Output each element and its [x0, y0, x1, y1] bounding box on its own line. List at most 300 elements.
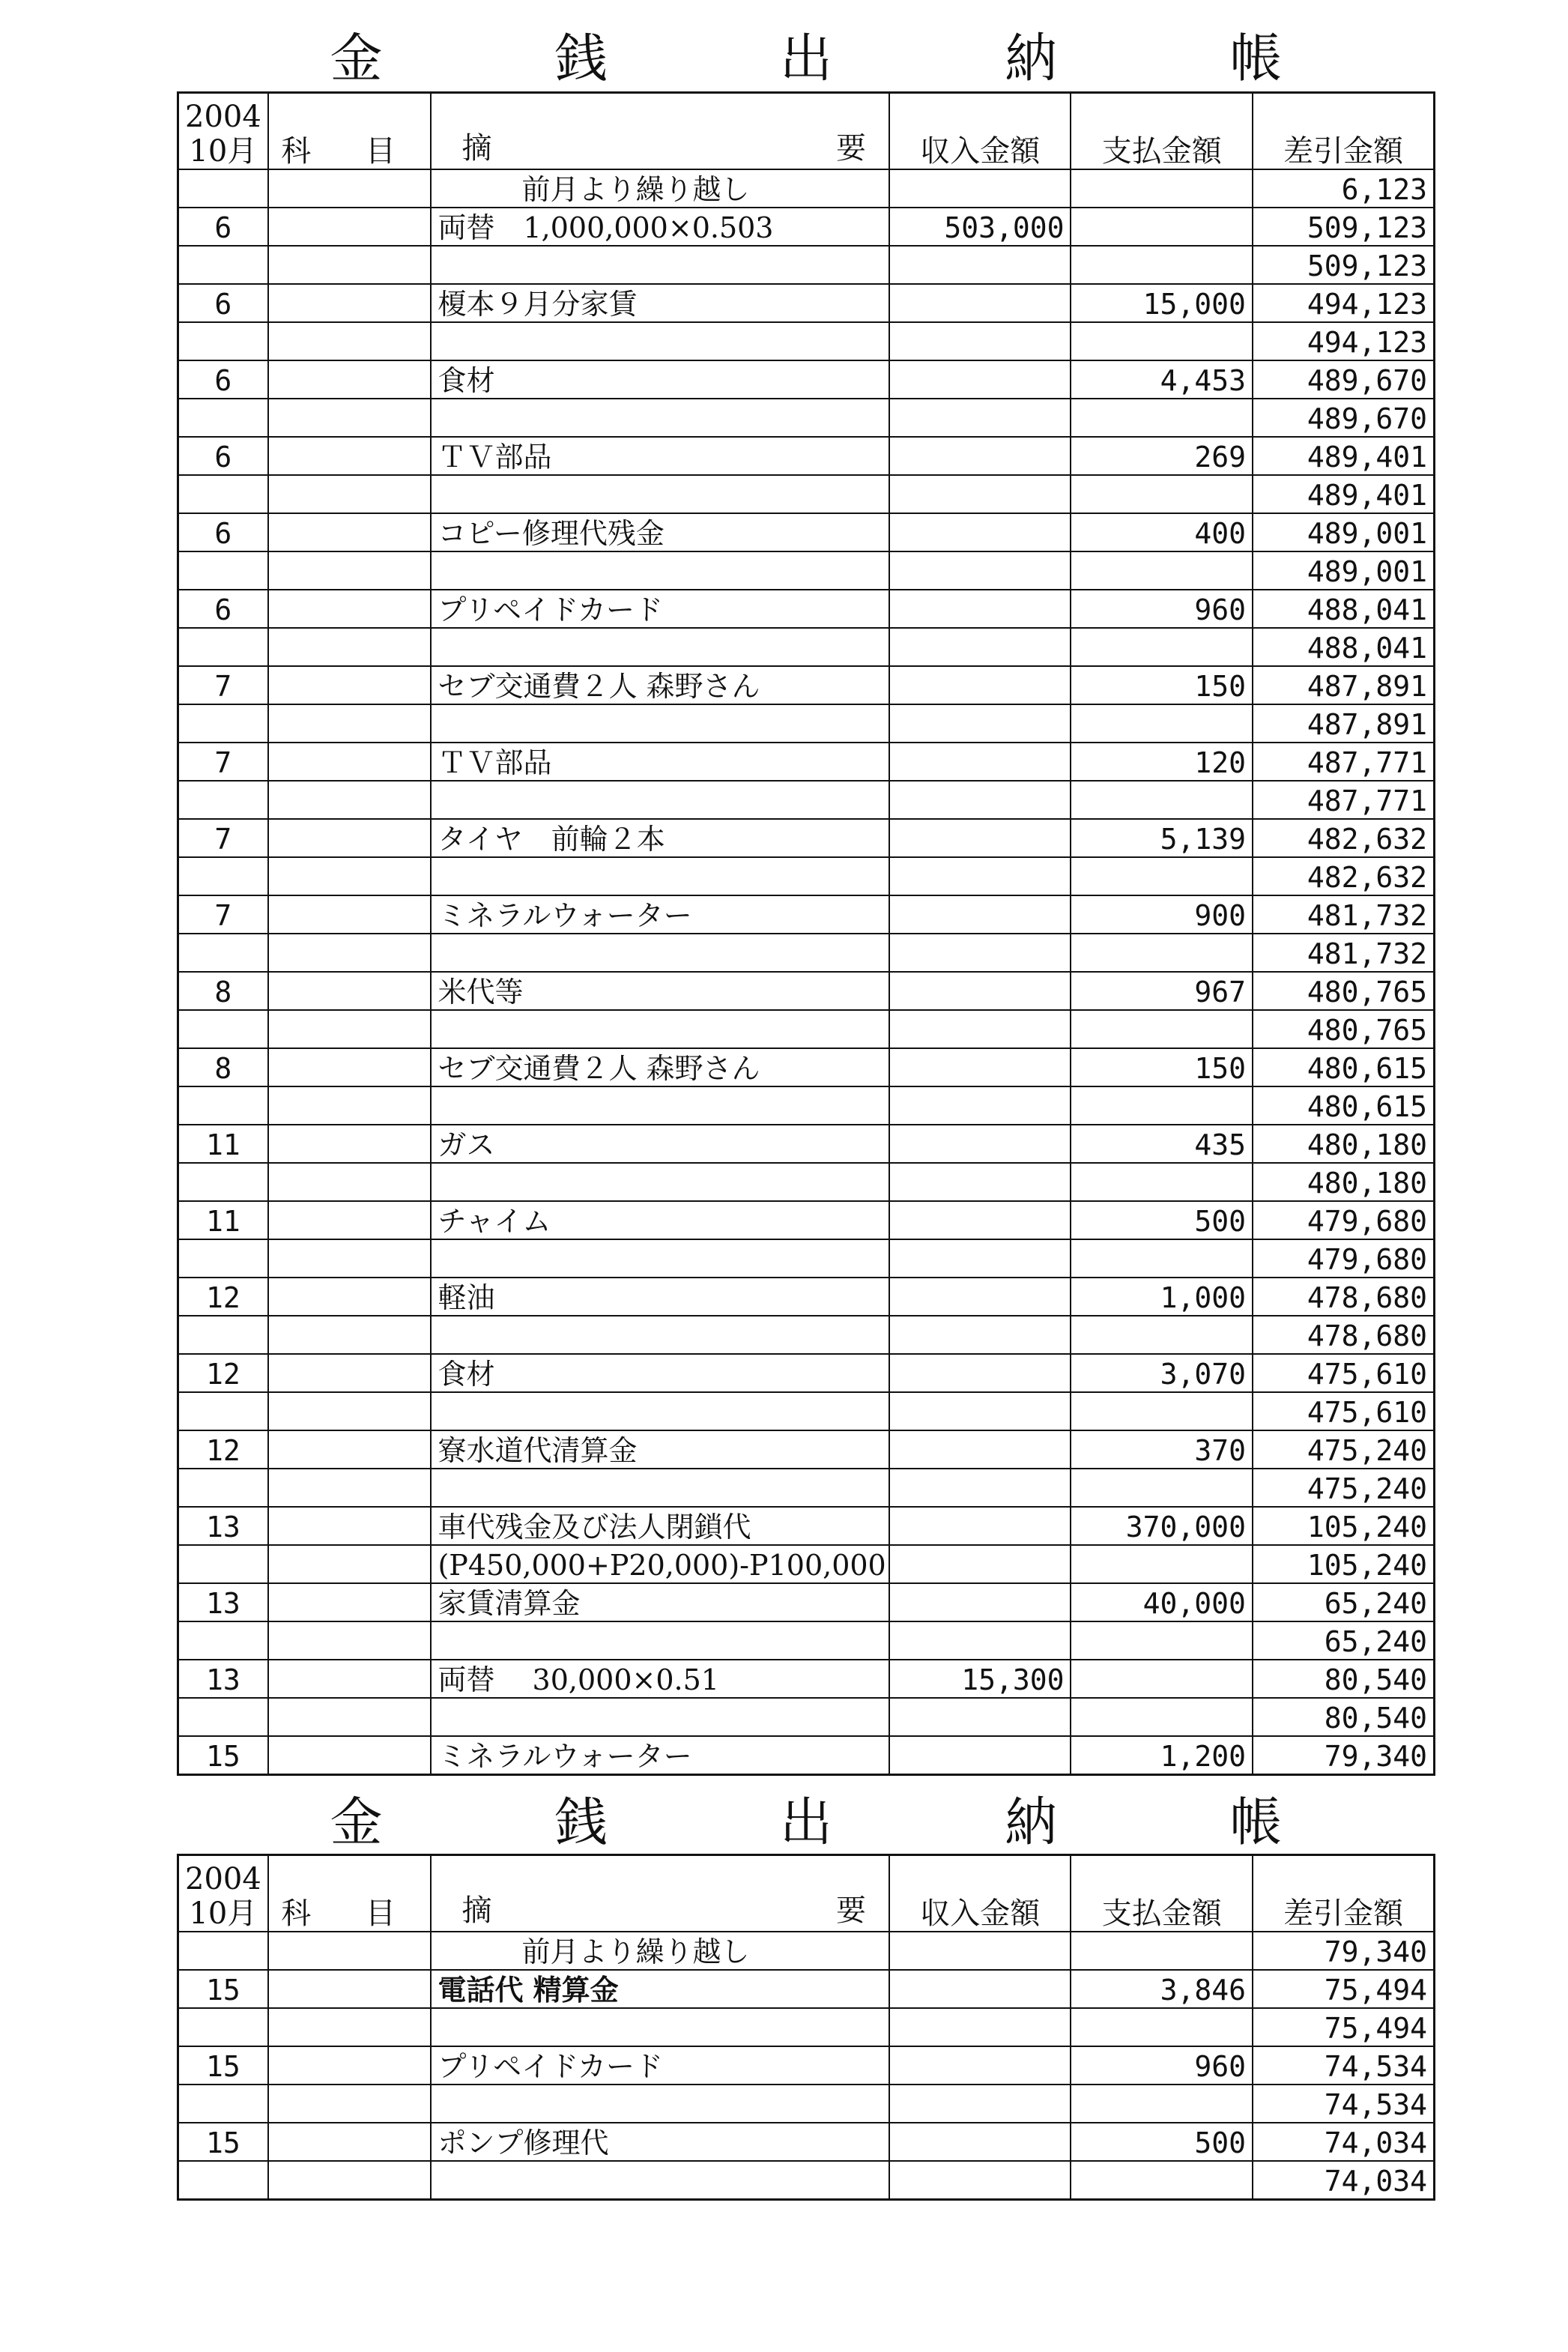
- row-subject: [268, 1660, 432, 1698]
- row-subject: [268, 1048, 432, 1086]
- header-desc-left: 摘: [461, 131, 492, 166]
- row-subject: [268, 628, 432, 666]
- row-income: [889, 2046, 1071, 2085]
- row-subject: [268, 246, 432, 284]
- row-balance: 489,401: [1253, 437, 1435, 475]
- row-payment: [1071, 1932, 1252, 1970]
- table-row: [178, 1621, 1435, 1660]
- header-description: [431, 93, 889, 170]
- row-subject: [268, 590, 432, 628]
- table-row: [178, 2161, 1435, 2200]
- row-description: [431, 1086, 889, 1125]
- row-subject: [268, 1583, 432, 1621]
- row-income: [889, 857, 1071, 895]
- table-row: [178, 2123, 1435, 2161]
- row-subject: [268, 1278, 432, 1316]
- row-description: ミネラルウォーター: [431, 895, 889, 934]
- row-date: [178, 2008, 268, 2046]
- row-payment: 500: [1071, 1201, 1252, 1239]
- row-income: 15,300: [889, 1660, 1071, 1698]
- row-income: [889, 743, 1071, 781]
- row-income: 503,000: [889, 208, 1071, 246]
- row-payment: [1071, 1469, 1252, 1507]
- row-description: ＴＶ部品: [431, 437, 889, 475]
- row-income: [889, 2085, 1071, 2123]
- ledger-title-1: 金 銭 出 納 帳: [330, 28, 1360, 89]
- row-subject: [268, 2046, 432, 2085]
- row-subject: [268, 1163, 432, 1201]
- row-subject: [268, 2008, 432, 2046]
- table-row: [178, 360, 1435, 399]
- row-subject: [268, 1239, 432, 1278]
- table-row: [178, 513, 1435, 551]
- row-payment: [1071, 1392, 1252, 1430]
- row-description: ミネラルウォーター: [431, 1736, 889, 1775]
- row-description: 前月より繰り越し: [431, 1932, 889, 1970]
- row-subject: [268, 1392, 432, 1430]
- row-balance: 488,041: [1253, 590, 1435, 628]
- row-date: [178, 1239, 268, 1278]
- row-subject: [268, 1086, 432, 1125]
- row-subject: [268, 475, 432, 513]
- row-balance: 65,240: [1253, 1583, 1435, 1621]
- row-date: [178, 628, 268, 666]
- table-row: [178, 475, 1435, 513]
- row-date: [178, 1932, 268, 1970]
- row-income: [889, 972, 1071, 1010]
- row-description: [431, 1469, 889, 1507]
- table-row: [178, 666, 1435, 704]
- row-income: [889, 1932, 1071, 1970]
- row-income: [889, 513, 1071, 551]
- header-description: [431, 1855, 889, 1932]
- row-balance: 489,401: [1253, 475, 1435, 513]
- row-description: [431, 781, 889, 819]
- table-row: [178, 551, 1435, 590]
- row-income: [889, 1048, 1071, 1086]
- row-description: 食材: [431, 360, 889, 399]
- row-income: [889, 1354, 1071, 1392]
- row-subject: [268, 1932, 432, 1970]
- row-description: [431, 2161, 889, 2200]
- row-payment: [1071, 1660, 1252, 1698]
- row-date: 8: [178, 972, 268, 1010]
- row-subject: [268, 781, 432, 819]
- row-subject: [268, 322, 432, 360]
- row-date: 7: [178, 666, 268, 704]
- row-date: [178, 169, 268, 208]
- row-balance: 480,180: [1253, 1163, 1435, 1201]
- row-income: [889, 628, 1071, 666]
- row-date: [178, 1698, 268, 1736]
- row-payment: [1071, 857, 1252, 895]
- table-row: [178, 1392, 1435, 1430]
- row-payment: [1071, 1086, 1252, 1125]
- row-income: [889, 1125, 1071, 1163]
- header-year: 2004: [185, 1862, 261, 1896]
- table-row: [178, 1239, 1435, 1278]
- row-income: [889, 1583, 1071, 1621]
- row-subject: [268, 1316, 432, 1354]
- row-balance: 487,891: [1253, 666, 1435, 704]
- row-date: 6: [178, 360, 268, 399]
- table-row: [178, 1125, 1435, 1163]
- row-income: [889, 1163, 1071, 1201]
- row-income: [889, 1698, 1071, 1736]
- row-payment: [1071, 704, 1252, 743]
- row-description: [431, 628, 889, 666]
- row-income: [889, 475, 1071, 513]
- row-payment: 435: [1071, 1125, 1252, 1163]
- ledger-table-1: [177, 91, 1435, 1776]
- row-balance: 480,765: [1253, 1010, 1435, 1048]
- row-payment: 370,000: [1071, 1507, 1252, 1545]
- row-date: 7: [178, 895, 268, 934]
- row-subject: [268, 2123, 432, 2161]
- row-description: タイヤ 前輪２本: [431, 819, 889, 857]
- row-date: 12: [178, 1430, 268, 1469]
- row-description: プリペイドカード: [431, 590, 889, 628]
- row-description: [431, 246, 889, 284]
- row-balance: 74,534: [1253, 2046, 1435, 2085]
- row-income: [889, 1010, 1071, 1048]
- row-subject: [268, 1621, 432, 1660]
- row-description: 寮水道代清算金: [431, 1430, 889, 1469]
- row-payment: [1071, 934, 1252, 972]
- row-balance: 480,180: [1253, 1125, 1435, 1163]
- row-balance: 481,732: [1253, 895, 1435, 934]
- row-description: [431, 551, 889, 590]
- row-subject: [268, 1698, 432, 1736]
- row-date: 15: [178, 1736, 268, 1775]
- row-description: [431, 322, 889, 360]
- row-payment: [1071, 169, 1252, 208]
- row-description: コピー修理代残金: [431, 513, 889, 551]
- row-date: [178, 857, 268, 895]
- row-income: [889, 1316, 1071, 1354]
- row-subject: [268, 1354, 432, 1392]
- row-balance: 475,240: [1253, 1469, 1435, 1507]
- row-balance: 494,123: [1253, 284, 1435, 322]
- row-balance: 475,610: [1253, 1392, 1435, 1430]
- row-description: [431, 857, 889, 895]
- row-date: 15: [178, 2123, 268, 2161]
- row-subject: [268, 1970, 432, 2008]
- row-subject: [268, 169, 432, 208]
- row-date: [178, 781, 268, 819]
- row-balance: 74,534: [1253, 2085, 1435, 2123]
- row-description: [431, 1621, 889, 1660]
- row-date: [178, 1621, 268, 1660]
- row-subject: [268, 1507, 432, 1545]
- table-row: [178, 934, 1435, 972]
- row-subject: [268, 437, 432, 475]
- row-date: 12: [178, 1278, 268, 1316]
- row-income: [889, 1507, 1071, 1545]
- row-balance: 75,494: [1253, 2008, 1435, 2046]
- row-date: [178, 2085, 268, 2123]
- row-income: [889, 1469, 1071, 1507]
- row-date: [178, 551, 268, 590]
- row-payment: 960: [1071, 2046, 1252, 2085]
- table-row: [178, 1507, 1435, 1545]
- row-date: [178, 399, 268, 437]
- row-description: 車代残金及び法人閉鎖代: [431, 1507, 889, 1545]
- row-date: 6: [178, 208, 268, 246]
- row-date: 13: [178, 1507, 268, 1545]
- row-balance: 479,680: [1253, 1239, 1435, 1278]
- row-balance: 509,123: [1253, 208, 1435, 246]
- row-date: [178, 704, 268, 743]
- header-subject: [268, 93, 432, 170]
- header-row: [178, 1855, 1435, 1932]
- row-balance: 74,034: [1253, 2161, 1435, 2200]
- row-date: [178, 1392, 268, 1430]
- header-subject-label: 科 目: [281, 1896, 418, 1931]
- table-row: [178, 1201, 1435, 1239]
- header-income: 収入金額: [889, 1855, 1071, 1932]
- row-payment: 150: [1071, 1048, 1252, 1086]
- row-income: [889, 1086, 1071, 1125]
- row-description: [431, 1010, 889, 1048]
- row-date: [178, 2161, 268, 2200]
- row-date: 6: [178, 513, 268, 551]
- row-payment: [1071, 628, 1252, 666]
- table-row: [178, 1736, 1435, 1775]
- row-payment: [1071, 1316, 1252, 1354]
- row-subject: [268, 1736, 432, 1775]
- header-payment: 支払金額: [1071, 1855, 1252, 1932]
- row-description: セブ交通費２人 森野さん: [431, 1048, 889, 1086]
- row-income: [889, 284, 1071, 322]
- row-income: [889, 1392, 1071, 1430]
- row-payment: 5,139: [1071, 819, 1252, 857]
- row-income: [889, 1201, 1071, 1239]
- row-subject: [268, 1125, 432, 1163]
- row-payment: 370: [1071, 1430, 1252, 1469]
- row-description: 両替 1,000,000×0.503: [431, 208, 889, 246]
- row-payment: [1071, 322, 1252, 360]
- table-row: [178, 1163, 1435, 1201]
- row-balance: 487,771: [1253, 743, 1435, 781]
- header-balance: 差引金額: [1253, 1855, 1435, 1932]
- row-description: [431, 2085, 889, 2123]
- row-description: ガス: [431, 1125, 889, 1163]
- row-income: [889, 934, 1071, 972]
- table-row: [178, 1354, 1435, 1392]
- row-description: (P450,000+P20,000)-P100,000: [431, 1545, 889, 1583]
- row-subject: [268, 399, 432, 437]
- row-balance: 487,771: [1253, 781, 1435, 819]
- row-description: 米代等: [431, 972, 889, 1010]
- row-balance: 489,670: [1253, 360, 1435, 399]
- row-description: 両替 30,000×0.51: [431, 1660, 889, 1698]
- row-balance: 480,615: [1253, 1086, 1435, 1125]
- row-description: 軽油: [431, 1278, 889, 1316]
- row-payment: [1071, 1239, 1252, 1278]
- header-subject-label: 科 目: [281, 134, 418, 169]
- header-date: [178, 93, 268, 170]
- table-row: [178, 1698, 1435, 1736]
- row-subject: [268, 819, 432, 857]
- table-row: [178, 1010, 1435, 1048]
- row-subject: [268, 934, 432, 972]
- table-row: [178, 322, 1435, 360]
- row-income: [889, 2008, 1071, 2046]
- header-year: 2004: [185, 100, 261, 134]
- row-income: [889, 1430, 1071, 1469]
- row-balance: 80,540: [1253, 1698, 1435, 1736]
- row-subject: [268, 208, 432, 246]
- row-payment: 1,200: [1071, 1736, 1252, 1775]
- table-row: [178, 1545, 1435, 1583]
- row-income: [889, 437, 1071, 475]
- row-income: [889, 781, 1071, 819]
- row-payment: [1071, 2161, 1252, 2200]
- table-row: [178, 1316, 1435, 1354]
- row-balance: 74,034: [1253, 2123, 1435, 2161]
- row-description: 家賃清算金: [431, 1583, 889, 1621]
- table-row: [178, 1430, 1435, 1469]
- row-subject: [268, 857, 432, 895]
- row-subject: [268, 1201, 432, 1239]
- ledger-title-2: 金 銭 出 納 帳: [330, 1792, 1360, 1853]
- row-date: [178, 1010, 268, 1048]
- row-balance: 80,540: [1253, 1660, 1435, 1698]
- row-subject: [268, 1430, 432, 1469]
- row-date: [178, 1163, 268, 1201]
- row-income: [889, 1621, 1071, 1660]
- row-date: [178, 475, 268, 513]
- row-description: [431, 399, 889, 437]
- row-description: [431, 1239, 889, 1278]
- header-income: 収入金額: [889, 93, 1071, 170]
- ledger-table-2: [177, 1854, 1435, 2201]
- row-description: [431, 1698, 889, 1736]
- row-description: 榎本９月分家賃: [431, 284, 889, 322]
- row-date: [178, 1469, 268, 1507]
- table-row: [178, 169, 1435, 208]
- row-payment: [1071, 781, 1252, 819]
- header-desc-left: 摘: [461, 1893, 492, 1928]
- row-income: [889, 551, 1071, 590]
- row-payment: [1071, 2008, 1252, 2046]
- row-payment: [1071, 475, 1252, 513]
- row-payment: [1071, 1545, 1252, 1583]
- row-subject: [268, 704, 432, 743]
- row-description: チャイム: [431, 1201, 889, 1239]
- row-income: [889, 246, 1071, 284]
- row-payment: [1071, 399, 1252, 437]
- header-subject: [268, 1855, 432, 1932]
- row-payment: 1,000: [1071, 1278, 1252, 1316]
- row-income: [889, 399, 1071, 437]
- row-payment: [1071, 1163, 1252, 1201]
- row-date: 7: [178, 819, 268, 857]
- row-balance: 79,340: [1253, 1736, 1435, 1775]
- row-date: 15: [178, 2046, 268, 2085]
- row-date: 12: [178, 1354, 268, 1392]
- table-row: [178, 857, 1435, 895]
- row-payment: 4,453: [1071, 360, 1252, 399]
- row-date: [178, 246, 268, 284]
- row-subject: [268, 666, 432, 704]
- row-description: [431, 704, 889, 743]
- row-balance: 480,765: [1253, 972, 1435, 1010]
- row-balance: 480,615: [1253, 1048, 1435, 1086]
- table-row: [178, 2046, 1435, 2085]
- row-description: ポンプ修理代: [431, 2123, 889, 2161]
- row-balance: 105,240: [1253, 1545, 1435, 1583]
- table-row: [178, 819, 1435, 857]
- row-balance: 487,891: [1253, 704, 1435, 743]
- row-subject: [268, 2085, 432, 2123]
- row-income: [889, 169, 1071, 208]
- table-row: [178, 972, 1435, 1010]
- row-income: [889, 360, 1071, 399]
- row-date: 6: [178, 590, 268, 628]
- row-subject: [268, 513, 432, 551]
- table-row: [178, 399, 1435, 437]
- row-income: [889, 819, 1071, 857]
- row-balance: 478,680: [1253, 1316, 1435, 1354]
- row-description: [431, 1163, 889, 1201]
- row-description: [431, 2008, 889, 2046]
- row-payment: 15,000: [1071, 284, 1252, 322]
- table-row: [178, 1278, 1435, 1316]
- row-subject: [268, 972, 432, 1010]
- row-balance: 79,340: [1253, 1932, 1435, 1970]
- table-row: [178, 743, 1435, 781]
- table-row: [178, 590, 1435, 628]
- row-description: 電話代 精算金: [431, 1970, 889, 2008]
- row-date: [178, 1545, 268, 1583]
- row-payment: 3,846: [1071, 1970, 1252, 2008]
- row-date: [178, 322, 268, 360]
- table-row: [178, 1469, 1435, 1507]
- row-balance: 482,632: [1253, 819, 1435, 857]
- row-balance: 478,680: [1253, 1278, 1435, 1316]
- row-income: [889, 1278, 1071, 1316]
- row-subject: [268, 2161, 432, 2200]
- row-date: 6: [178, 437, 268, 475]
- row-description: 前月より繰り越し: [431, 169, 889, 208]
- row-balance: 65,240: [1253, 1621, 1435, 1660]
- row-income: [889, 1970, 1071, 2008]
- row-income: [889, 2123, 1071, 2161]
- row-date: 11: [178, 1125, 268, 1163]
- row-description: 食材: [431, 1354, 889, 1392]
- row-payment: 269: [1071, 437, 1252, 475]
- row-payment: 150: [1071, 666, 1252, 704]
- row-payment: [1071, 246, 1252, 284]
- header-payment: 支払金額: [1071, 93, 1252, 170]
- table-row: [178, 2008, 1435, 2046]
- row-description: [431, 934, 889, 972]
- row-description: プリペイドカード: [431, 2046, 889, 2085]
- row-balance: 509,123: [1253, 246, 1435, 284]
- row-description: ＴＶ部品: [431, 743, 889, 781]
- table-row: [178, 208, 1435, 246]
- header-month: 10月: [189, 134, 258, 169]
- row-income: [889, 895, 1071, 934]
- row-payment: 40,000: [1071, 1583, 1252, 1621]
- row-payment: [1071, 208, 1252, 246]
- row-balance: 481,732: [1253, 934, 1435, 972]
- row-payment: 120: [1071, 743, 1252, 781]
- row-date: 13: [178, 1583, 268, 1621]
- row-payment: 967: [1071, 972, 1252, 1010]
